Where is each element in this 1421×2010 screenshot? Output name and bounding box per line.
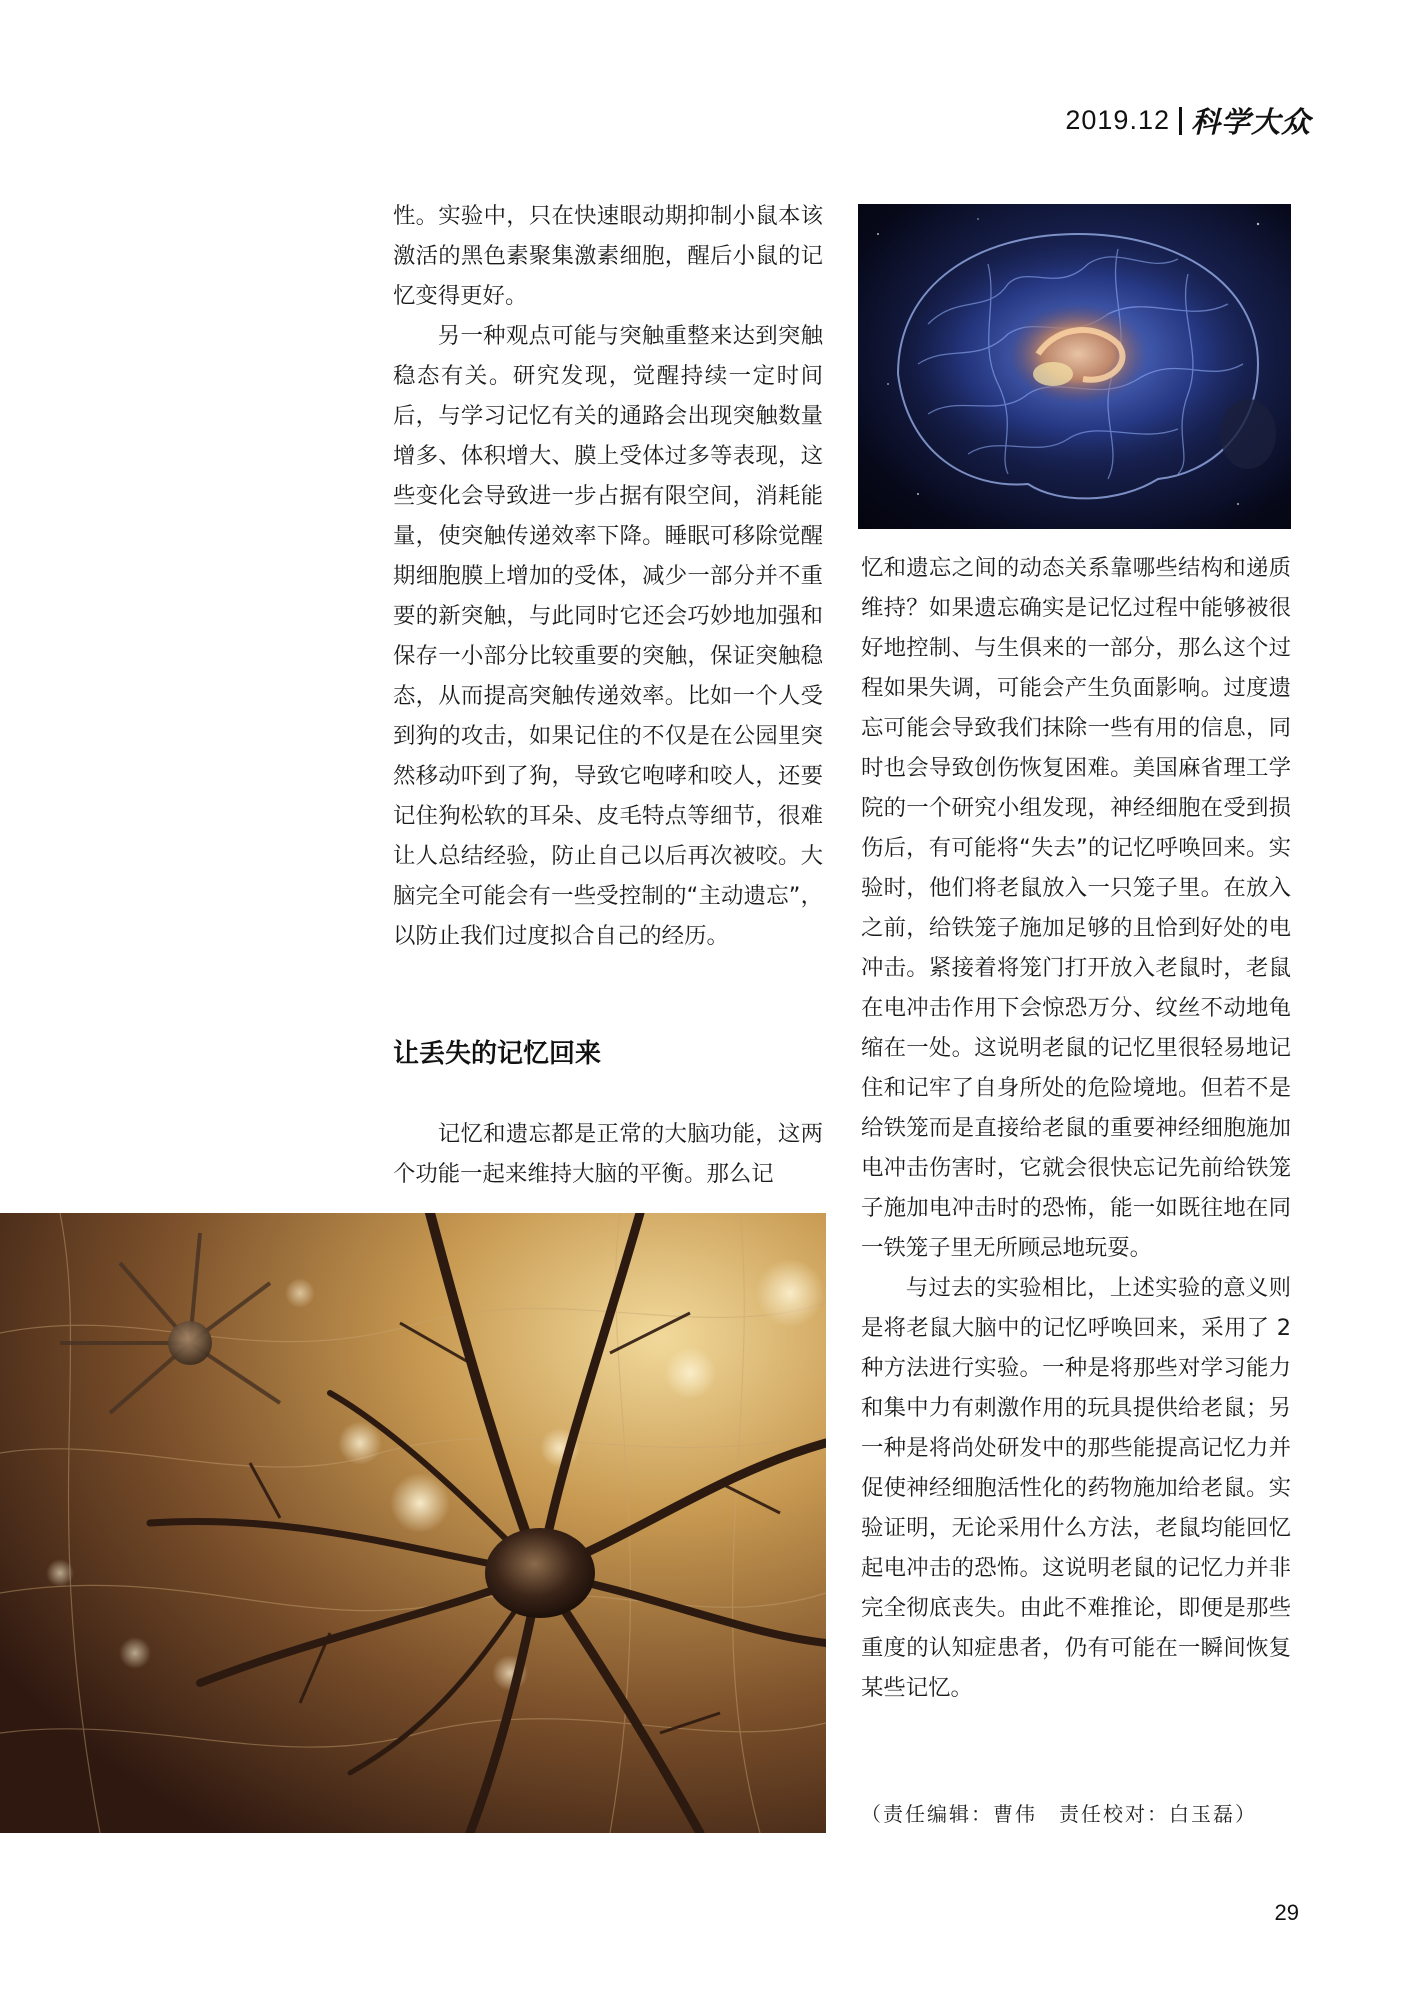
paragraph: 忆和遗忘之间的动态关系靠哪些结构和递质维持？如果遗忘确实是记忆过程中能够被很好地控制、与生俱来的一部分，那么这个过程如果失调，可能会产生负面影响。过度遗忘可能会导致我们抹除一些有用的信息，同时也会导致创伤恢复困难。美国麻省理工学院的一个研究小组发现，神经细胞在受到损伤后，有可能将“失去”的记忆呼唤回来。实验时，他们将老鼠放入一只笼子里。在放入之前，给铁笼子施加足够的且恰到好处的电冲击。紧接着将笼门打开放入老鼠时，老鼠在电冲击作用下会惊恐万分、纹丝不动地龟缩在一处。这说明老鼠的记忆里很轻易地记住和记牢了自身所处的危险境地。但若不是给铁笼而是直接给老鼠的重要神经细胞施加电冲击伤害时，它就会很快忘记先前给铁笼子施加电冲击时的恐怖，能一如既往地在同一铁笼子里无所顾忌地玩耍。 (861, 555, 1291, 1261)
page-number: 29 (1274, 1900, 1299, 1925)
paragraph: 性。实验中，只在快速眼动期抑制小鼠本该激活的黑色素聚集激素细胞，醒后小鼠的记忆变得更好。 (393, 203, 823, 309)
page-header (1065, 100, 1311, 141)
column-right (861, 548, 1291, 1708)
editor-credit: （责任编辑：曹伟 责任校对：白玉磊） (861, 1802, 1257, 1826)
section-heading: 让丢失的记忆回来 (393, 1039, 602, 1069)
column-left-bottom (393, 1114, 823, 1194)
column-left-top (393, 196, 823, 956)
paragraph: 另一种观点可能与突触重整来达到突触稳态有关。研究发现，觉醒持续一定时间后，与学习记忆有关的通路会出现突触数量增多、体积增大、膜上受体过多等表现，这些变化会导致进一步占据有限空间，消耗能量，使突触传递效率下降。睡眠可移除觉醒期细胞膜上增加的受体，减少一部分并不重要的新突触，与此同时它还会巧妙地加强和保存一小部分比较重要的突触，保证突触稳态，从而提高突触传递效率。比如一个人受到狗的攻击，如果记住的不仅是在公园里突然移动吓到了狗，导致它咆哮和咬人，还要记住狗松软的耳朵、皮毛特点等细节，很难让人总结经验，防止自己以后再次被咬。大脑完全可能会有一些受控制的“主动遗忘”，以防止我们过度拟合自己的经历。 (393, 323, 823, 949)
neuron-illustration (0, 1213, 826, 1833)
paragraph: 与过去的实验相比，上述实验的意义则是将老鼠大脑中的记忆呼唤回来，采用了 2 种方法进行实验。一种是将那些对学习能力和集中力有刺激作用的玩具提供给老鼠；另一种是将尚处研发中的那些能提高记忆力并促使神经细胞活性化的药物施加给老鼠。实验证明，无论采用什么方法，老鼠均能回忆起电冲击的恐怖。这说明老鼠的记忆力并非完全彻底丧失。由此不难推论，即便是那些重度的认知症患者，仍有可能在一瞬间恢复某些记忆。 (861, 1275, 1291, 1701)
header-divider (1179, 107, 1182, 135)
paragraph: 记忆和遗忘都是正常的大脑功能，这两个功能一起来维持大脑的平衡。那么记 (393, 1121, 823, 1187)
issue-date: 2019.12 (1065, 105, 1170, 135)
brain-illustration (858, 204, 1291, 529)
magazine-title: 科学大众 (1190, 105, 1311, 139)
